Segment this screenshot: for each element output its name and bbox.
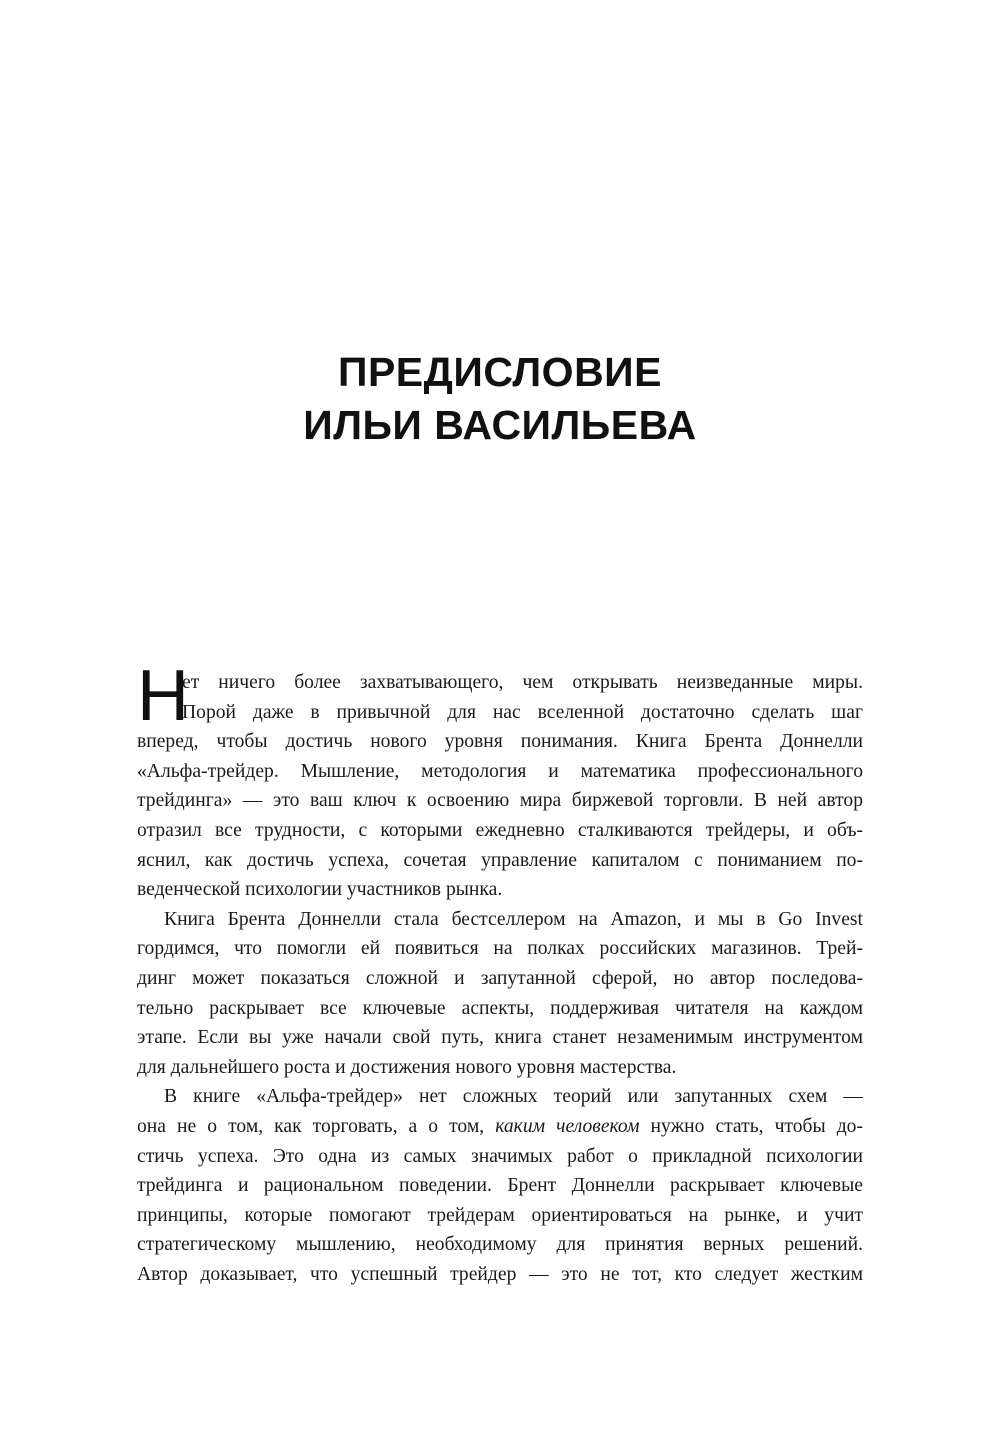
text-line: трейдинга и рациональном поведении. Брент Доннелли раскрывает ключевые (137, 1175, 863, 1197)
text-line: Автор доказывает, что успешный трейдер — это не тот, кто следует жестким (137, 1263, 863, 1285)
text-line: В книге «Альфа-трейдер» нет сложных теорий или запутанных схем — (164, 1086, 863, 1108)
text-line: тельно раскрывает все ключевые аспекты, поддерживая читателя на каждом (137, 997, 863, 1019)
italic-emphasis: каким человеком (495, 1115, 640, 1137)
text-line: динг может показаться сложной и запутанной сферой, но автор последова- (137, 967, 863, 989)
text-line: стратегическому мышлению, необходимому для принятия верных решений. (137, 1234, 863, 1256)
text-line: яснил, как достичь успеха, сочетая управление капиталом с пониманием по- (137, 849, 863, 871)
text-line: отразил все трудности, с которыми ежедневно сталкиваются трейдеры, и объ- (137, 819, 863, 841)
drop-cap: Н (137, 656, 189, 736)
text-line: этапе. Если вы уже начали свой путь, книга станет незаменимым инструментом (137, 1027, 863, 1049)
chapter-title (100, 346, 900, 452)
text-line (137, 1112, 863, 1142)
chapter-title-line-2: ИЛЬИ ВАСИЛЬЕВА (303, 402, 697, 448)
text-run: она не о том, как торговать, а о том, (137, 1115, 496, 1137)
text-line: для дальнейшего роста и достижения нового уровня мастерства. (137, 1056, 677, 1078)
text-line: ет ничего более захватывающего, чем открывать неизведанные миры. (182, 672, 863, 693)
paragraph-3 (137, 1082, 863, 1289)
text-line: вперед, чтобы достичь нового уровня понимания. Книга Брента Доннелли (137, 731, 863, 753)
text-line: гордимся, что помогли ей появиться на полках российских магазинов. Трей- (137, 938, 863, 960)
text-line: Книга Брента Доннелли стала бестселлером на Amazon, и мы в Go Invest (164, 908, 863, 930)
body-text (137, 656, 863, 1289)
text-run: нужно стать, чтобы до- (639, 1115, 863, 1137)
text-line: «Альфа-трейдер. Мышление, методология и математика профессионального (137, 760, 863, 782)
chapter-title-line-1: ПРЕДИСЛОВИЕ (337, 349, 662, 395)
paragraph-2 (137, 905, 863, 1083)
text-line: трейдинга» — это ваш ключ к освоению мира биржевой торговли. В ней автор (137, 790, 863, 812)
text-line: Порой даже в привычной для нас вселенной достаточно сделать шаг (182, 701, 863, 723)
text-line: веденческой психологии участников рынка. (137, 879, 503, 901)
text-line: стичь успеха. Это одна из самых значимых работ о прикладной психологии (137, 1145, 863, 1167)
paragraph-1 (137, 656, 863, 905)
text-line: принципы, которые помогают трейдерам ориентироваться на рынке, и учит (137, 1204, 863, 1226)
